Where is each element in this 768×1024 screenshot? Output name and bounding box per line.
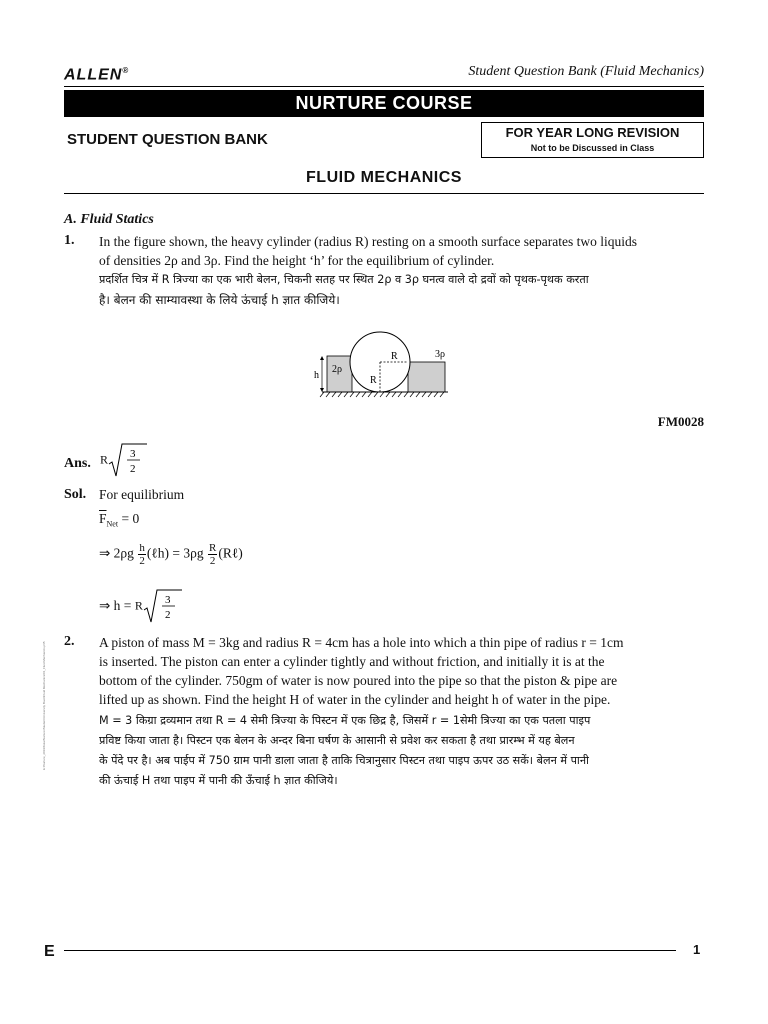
label-h: h	[314, 370, 319, 381]
q2-hi-line: प्रविष्ट किया जाता है। पिस्टन एक बेलन के अन्दर बिना घर्षण के आसानी से प्रवेश कर सकता है तथा प्रारम्भ में यह बेलन	[99, 734, 575, 747]
revision-box-note: Not to be Discussed in Class	[530, 143, 655, 153]
q2-hi-line: की ऊंचाई H तथा पाइप में पानी की ऊँचाई h ज्ञात कीजिये।	[99, 774, 338, 787]
q1-figure	[310, 326, 460, 404]
frac-num: h	[139, 542, 145, 554]
eq-f-rhs: = 0	[121, 511, 140, 526]
q2-number: 2.	[64, 634, 75, 649]
frac-den: 2	[209, 555, 216, 567]
running-header: Student Question Bank (Fluid Mechanics)	[468, 64, 704, 79]
q2-en-line: bottom of the cylinder. 750gm of water is now poured into the pipe so that the piston & pipe are	[99, 673, 618, 688]
side-file-path	[42, 590, 52, 950]
solution-intro: For equilibrium	[99, 487, 185, 502]
q1-text-hindi	[99, 270, 705, 310]
answer-label: Ans.	[64, 456, 91, 471]
q1-en-line: In the figure shown, the heavy cylinder (radius R) resting on a smooth surface separates two liquids	[99, 234, 637, 249]
q1-text-english	[99, 232, 705, 270]
sqrt-sign	[108, 442, 148, 478]
result-numerator: 3	[164, 594, 171, 606]
liquid-3rho	[408, 362, 445, 392]
eq-fnet	[99, 511, 139, 529]
fraction	[208, 542, 217, 567]
q1-hi-line: प्रदर्शित चित्र में R त्रिज्या का एक भारी बेलन, चिकनी सतह पर स्थित 2ρ व 3ρ घनत्व वाले दो द्रवों को पृथक-पृथक करता	[99, 273, 589, 286]
eq-result	[99, 588, 183, 624]
q2-en-line: A piston of mass M = 3kg and radius R = 4cm has a hole into which a thin pipe of radius r = 1cm	[99, 635, 624, 650]
fraction	[138, 542, 146, 567]
eq-part: (ℓh) = 3ρg	[146, 545, 204, 561]
title-rule	[64, 193, 704, 194]
label-radius: R	[370, 375, 377, 386]
eq-balance	[99, 542, 243, 567]
eq-r: R	[134, 598, 143, 613]
revision-box-title: FOR YEAR LONG REVISION	[505, 125, 680, 140]
q2-text-hindi	[99, 711, 705, 791]
solution-label: Sol.	[64, 487, 87, 502]
page-number: 1	[693, 942, 701, 957]
frac-num: R	[209, 542, 217, 554]
label-radius: R	[391, 351, 398, 362]
course-banner: NURTURE COURSE	[64, 90, 704, 117]
q1-hi-line: है। बेलन की साम्यावस्था के लिये ऊंचाई h ज्ञात कीजिये।	[99, 293, 340, 307]
subheader-title: STUDENT QUESTION BANK	[67, 131, 268, 148]
answer-numerator: 3	[130, 448, 136, 460]
ground-hatching	[320, 392, 444, 397]
q2-text-english	[99, 633, 705, 709]
page-title: FLUID MECHANICS	[306, 169, 462, 186]
eq-f-sub: Net	[106, 519, 119, 529]
label-3rho: 3ρ	[435, 349, 445, 360]
question-code: FM0028	[657, 414, 704, 429]
answer-expression	[100, 442, 148, 478]
answer-denominator: 2	[130, 463, 136, 475]
frac-den: 2	[139, 555, 145, 567]
q2-en-line: lifted up as shown. Find the height H of water in the cylinder and height h of water in the pipe.	[99, 692, 611, 707]
q2-hi-line: के पेंदे पर है। अब पाईप में 750 ग्राम पानी डाला जाता है ताकि चित्रानुसार पिस्टन तथा पाइप ऊपर उठ सकें। बेलन में पानी	[99, 754, 589, 767]
allen-logo: ALLEN®	[64, 66, 130, 84]
eq-part: (Rℓ)	[218, 545, 243, 561]
result-denominator: 2	[164, 609, 171, 621]
revision-box	[481, 122, 704, 158]
q1-en-line: of densities 2ρ and 3ρ. Find the height ‘h’ for the equilibrium of cylinder.	[99, 253, 495, 268]
section-heading: A. Fluid Statics	[64, 212, 154, 227]
footer-mark: E	[44, 943, 55, 960]
side-file-path-text: E:\Nurture_2019\Kota\Nurture\Student\University Book\Fluid Mechanics\01_Fluid Mechanics.p65	[42, 641, 46, 770]
q2-en-line: is inserted. The piston can enter a cylinder tightly and without friction, and initially it is at the	[99, 654, 605, 669]
eq-part: ⇒ h =	[99, 598, 132, 613]
q1-number: 1.	[64, 233, 75, 248]
eq-part: ⇒ 2ρg	[99, 545, 134, 561]
footer-rule	[64, 950, 676, 951]
header-rule	[64, 86, 704, 87]
sqrt-sign	[143, 588, 183, 624]
q2-hi-line: M = 3 किग्रा द्रव्यमान तथा R = 4 सेमी त्रिज्या के पिस्टन में एक छिद्र है, जिसमें r = 1सेमी त्रिज्या का एक पतला पाइप	[99, 714, 591, 727]
eq-f: $\overline{F}$	[99, 511, 107, 526]
answer-r: R	[100, 452, 109, 467]
label-2rho: 2ρ	[332, 364, 342, 375]
